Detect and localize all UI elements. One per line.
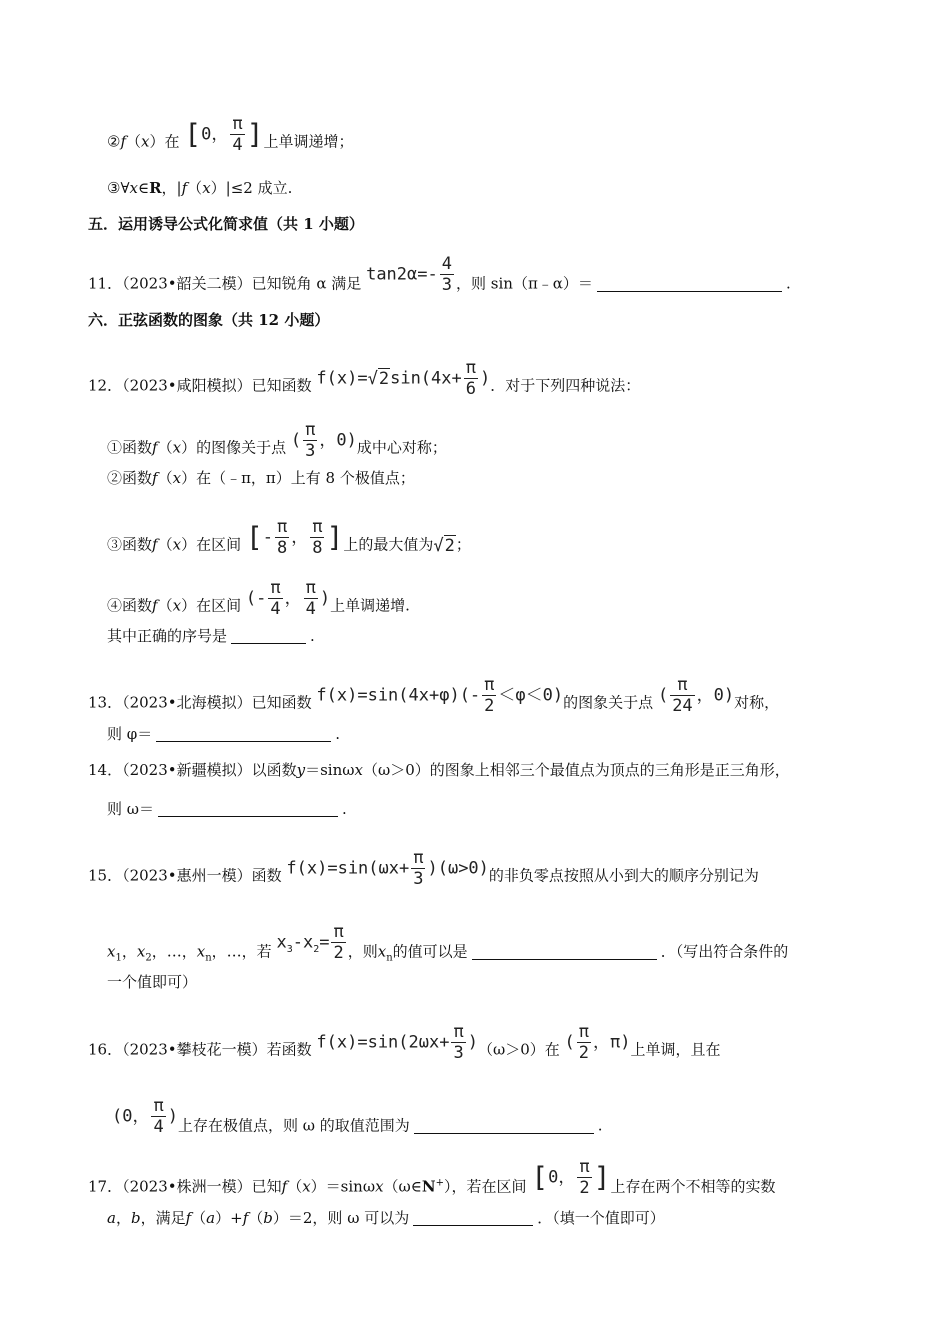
question-17-line-2: a，b，满足f（a）+f（b）＝2，则 ω 可以为 ．（填一个值即可） <box>107 1209 665 1227</box>
question-11: 11．（2023•韶关二模）已知锐角 α 满足 tan2α=- $\frac{4}{3}$ ，则 sin（π﹣α）＝ . <box>88 254 791 295</box>
q12-statement-2: ②函数f（x）在（﹣π，π）上有 8 个极值点； <box>107 469 415 487</box>
question-15-line-2: $x_1$，$x_2$，…，$x_n$，…，若 $x_3-x_2=$ $\frac{\pi}{2}$ ，则$x_n$的值可以是 ．（写出符合条件的 <box>107 922 789 964</box>
func-f: f <box>120 132 127 151</box>
q12-formula: f(x)=√2sin(4x+ $\frac{\pi}{6}$ ) <box>316 358 491 399</box>
interval-formula: [0， $\frac{\pi}{4}$ ] <box>184 114 264 155</box>
question-16-line-2: (0， $\frac{\pi}{4}$ )上存在极值点，则 ω 的取值范围为 . <box>112 1096 603 1137</box>
q11-formula: tan2α=- $\frac{4}{3}$ <box>366 254 453 295</box>
answer-blank[interactable] <box>414 1117 594 1134</box>
section-5-title: 五．运用诱导公式化简求值（共 1 小题） <box>88 215 364 233</box>
answer-blank[interactable] <box>597 275 782 292</box>
question-13-line-2: 则 φ＝ . <box>107 725 341 743</box>
question-12: 12．（2023•咸阳模拟）已知函数 f(x)=√2sin(4x+ $\frac{\pi}{6}$ )．对于下列四种说法： <box>88 358 641 399</box>
question-13: 13．（2023•北海模拟）已知函数 f(x)=sin(4x+φ)(- $\frac{\pi}{2}$ ＜φ＜0)的图象关于点 ( $\frac{\pi}{24}$ ，0)对称， <box>88 675 780 716</box>
question-16: 16．（2023•攀枝花一模）若函数 f(x)=sin(2ωx+ $\frac{\pi}{3}$ )（ω＞0）在 ( $\frac{\pi}{2}$ ，π)上单调，且在 <box>88 1022 721 1063</box>
answer-blank[interactable] <box>413 1209 533 1226</box>
section-6-title: 六．正弦函数的图象（共 12 小题） <box>88 311 330 329</box>
question-15-line-3: 一个值即可） <box>107 973 198 991</box>
q12-statement-1: ①函数f（x）的图像关于点 ( $\frac{\pi}{3}$ ，0)成中心对称； <box>107 420 447 461</box>
item-2: ②f（x）在 [0， $\frac{\pi}{4}$ ]上单调递增； <box>107 114 354 155</box>
q12-ask: 其中正确的序号是 . <box>107 627 315 645</box>
answer-blank[interactable] <box>156 725 331 742</box>
question-14: 14．（2023•新疆模拟）以函数y＝sinωx（ω＞0）的图象上相邻三个最值点为顶点的三角形是正三角形， <box>88 761 790 779</box>
q12-statement-4: ④函数f（x）在区间 (- $\frac{\pi}{4}$ ， $\frac{\pi}{4}$ )上单调递增. <box>107 578 410 619</box>
q12-statement-3: ③函数f（x）在区间 [- $\frac{\pi}{8}$ ， $\frac{\pi}{8}$ ]上的最大值为√2； <box>107 517 471 558</box>
var-x: x <box>141 132 150 151</box>
item-3: ③∀x∈R，|f（x）|≤2 成立. <box>107 179 293 197</box>
question-15: 15．（2023•惠州一模）函数 f(x)=sin(ωx+ $\frac{\pi}{3}$ )(ω>0)的非负零点按照从小到大的顺序分别记为 <box>88 848 759 889</box>
question-14-line-2: 则 ω＝ . <box>107 800 347 818</box>
item-2-num: ② <box>107 132 121 151</box>
question-17: 17．（2023•株洲一模）已知f（x）＝sinωx（ω∈N+），若在区间 [0， $\frac{\pi}{2}$ ]上存在两个不相等的实数 <box>88 1157 776 1198</box>
answer-blank[interactable] <box>472 943 657 960</box>
answer-blank[interactable] <box>231 627 306 644</box>
answer-blank[interactable] <box>158 800 338 817</box>
